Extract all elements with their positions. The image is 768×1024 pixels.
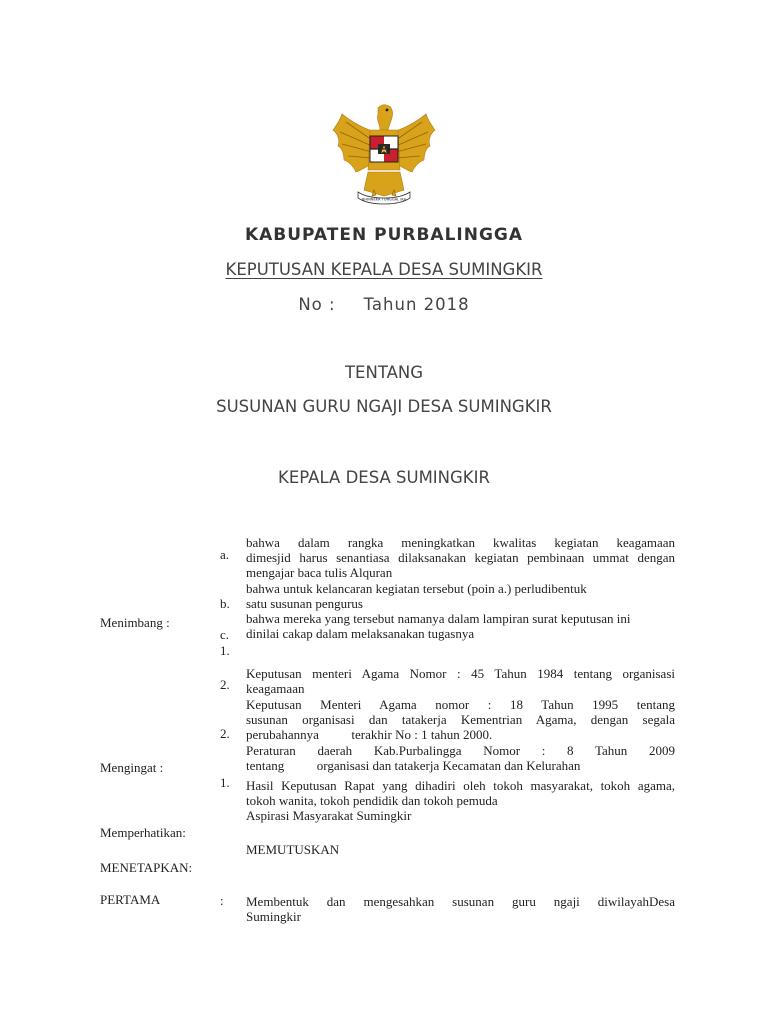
- memperhatikan-item-2: [246, 808, 675, 823]
- text-line: bahwa dalam rangka meningkatkan kwalitas kegiatan keagamaan: [246, 535, 675, 550]
- decree-title: KEPUTUSAN KEPALA DESA SUMINGKIR: [225, 260, 543, 279]
- text-line: Aspirasi Masyarakat Sumingkir: [246, 808, 412, 823]
- text-line: Keputusan Menteri Agama nomor : 18 Tahun 1995 tentang: [246, 697, 675, 712]
- pertama-label: PERTAMA: [100, 892, 161, 907]
- menimbang-item-a: [246, 535, 675, 580]
- menimbang-marker-a: a.: [220, 547, 230, 562]
- text-line: tokoh wanita, tokoh pendidik dan tokoh pemuda: [246, 793, 498, 808]
- text-line: perubahannya terakhir No : 1 tahun 2000.: [246, 727, 493, 742]
- decree-number: [0, 295, 768, 314]
- memutuskan-heading: MEMUTUSKAN: [246, 842, 340, 857]
- text-line: Peraturan daerah Kab.Purbalingga Nomor : 8 Tahun 2009: [246, 743, 675, 758]
- menimbang-marker-b: b.: [220, 596, 230, 611]
- menimbang-label: Menimbang :: [100, 615, 170, 630]
- mengingat-item-3: [246, 743, 675, 773]
- mengingat-item-1: [246, 666, 675, 696]
- motto-text: BHINNEKA TUNGGAL IKA: [361, 197, 407, 202]
- text-line: Hasil Keputusan Rapat yang dihadiri oleh tokoh masyarakat, tokoh agama,: [246, 778, 675, 793]
- about-heading: TENTANG: [344, 363, 424, 382]
- garuda-pancasila-icon: [330, 100, 438, 210]
- mengingat-label: Mengingat :: [100, 760, 164, 775]
- number-label: No :: [298, 295, 336, 314]
- text-line: Keputusan menteri Agama Nomor : 45 Tahun 1984 tentang organisasi: [246, 666, 675, 681]
- pertama-text: [246, 894, 675, 924]
- mengingat-marker-3: 1.: [220, 775, 230, 790]
- text-line: dinilai cakap dalam melaksanakan tugasnya: [246, 626, 475, 641]
- mengingat-marker-1: 2.: [220, 677, 230, 692]
- menetapkan-label: MENETAPKAN:: [100, 860, 193, 875]
- garuda-emblem: [330, 100, 438, 210]
- menimbang-item-b: [246, 581, 675, 611]
- text-line: satu susunan pengurus: [246, 596, 363, 611]
- menimbang-item-c: [246, 611, 675, 641]
- decree-subject: SUSUNAN GURU NGAJI DESA SUMINGKIR: [216, 397, 552, 416]
- text-line: Membentuk dan mengesahkan susunan guru ngaji diwilayahDesa: [246, 894, 675, 909]
- mengingat-item-2: [246, 697, 675, 742]
- text-line: Sumingkir: [246, 909, 301, 924]
- authority-heading: KEPALA DESA SUMINGKIR: [278, 468, 490, 487]
- text-line: bahwa untuk kelancaran kegiatan tersebut (poin a.) perludibentuk: [246, 581, 587, 596]
- text-line: tentang organisasi dan tatakerja Kecamatan dan Kelurahan: [246, 758, 581, 773]
- menimbang-marker-1: 1.: [220, 643, 230, 658]
- text-line: mengajar baca tulis Alquran: [246, 565, 393, 580]
- mengingat-marker-2: 2.: [220, 726, 230, 741]
- text-line: keagamaan: [246, 681, 305, 696]
- decree-year: Tahun 2018: [363, 295, 470, 314]
- memperhatikan-label: Memperhatikan:: [100, 825, 186, 840]
- text-line: bahwa mereka yang tersebut namanya dalam lampiran surat keputusan ini: [246, 611, 631, 626]
- memperhatikan-item-1: [246, 778, 675, 808]
- regency-title: KABUPATEN PURBALINGGA: [244, 225, 524, 245]
- menimbang-marker-c: c.: [220, 627, 230, 642]
- text-line: dimesjid harus senantiasa dilaksanakan kegiatan pembinaan ummat dengan: [246, 550, 675, 565]
- pertama-colon: :: [220, 893, 224, 908]
- text-line: susunan organisasi dan tatakerja Kementrian Agama, dengan segala: [246, 712, 675, 727]
